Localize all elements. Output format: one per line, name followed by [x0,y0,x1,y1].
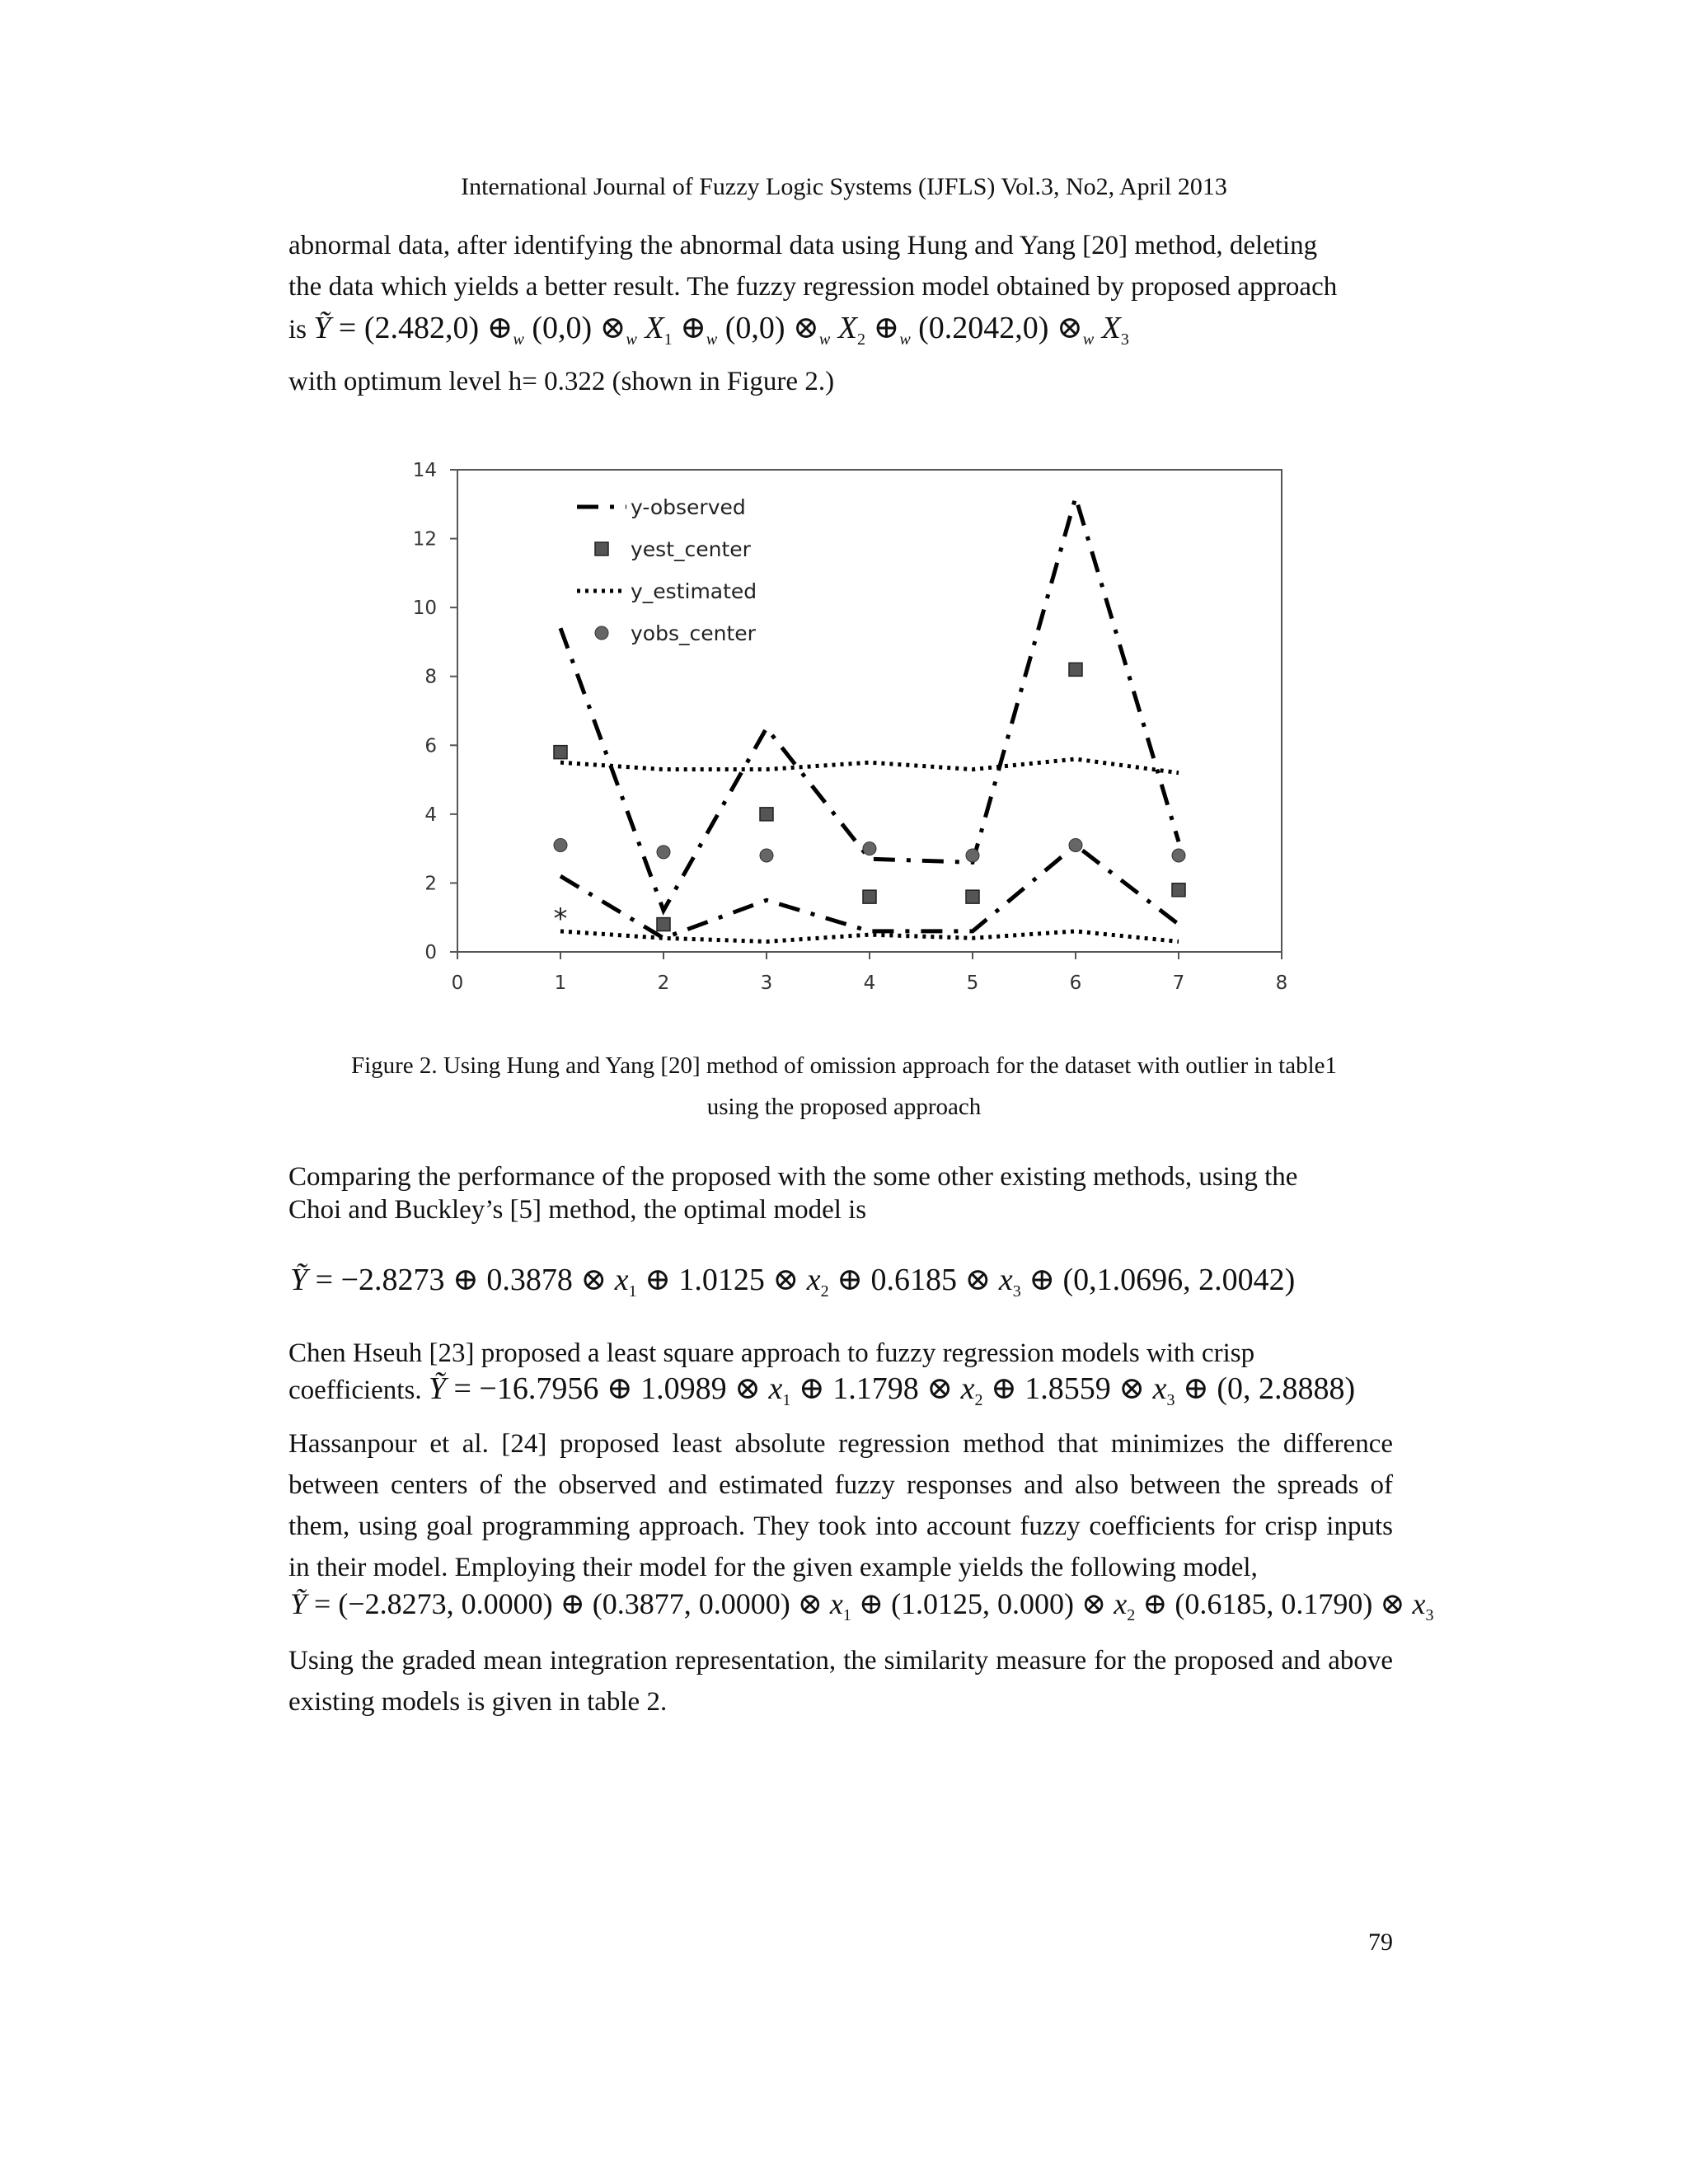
y-tick-label: 10 [412,598,437,620]
yobs_center-legend-marker [595,626,608,640]
x-tick-label: 4 [863,972,876,994]
figure-2-chart [387,449,1319,1026]
yest_center-point [1172,883,1185,897]
intro-line-1: abnormal data, after identifying the abnormal data using Hung and Yang [20] method, deleting [288,231,1318,260]
y_estimated-upper-line [560,759,1179,773]
yobs_center-legend-label: yobs_center [631,621,756,645]
model-equation-line [288,309,1129,349]
yobs_center-point [966,849,979,862]
yest_center-point [554,746,567,759]
chen-equation-line [288,1370,1355,1410]
yest_center-point [1069,663,1082,676]
compare-line-1: Comparing the performance of the proposed with the some other existing methods, using the [288,1162,1298,1192]
intro-is-prefix: is [288,315,307,344]
series-points [554,663,1186,935]
y-tick-label: 8 [424,666,437,688]
y-observed-legend-label: y-observed [631,495,746,519]
yest_center-point [657,918,670,931]
series-lines [560,497,1179,941]
hassanpour-equation: Ỹ = (−2.8273, 0.0000) ⊕ (0.3877, 0.0000) ⊗ $x_1$ ⊕ (1.0125, 0.000) ⊗ $x_2$ ⊕ (0.6185, 0.1790) ⊗ $x_3$ [290,1587,1434,1624]
x-tick-label: 2 [657,972,670,994]
yobs_center-point [657,846,670,859]
yobs_center-point [1069,838,1082,851]
axis-ticks [413,460,1288,994]
x-tick-label: 5 [966,972,979,994]
proposed-model-equation: Ỹ = (2.482,0) $\oplus_w$ (0,0) $\otimes_w$ $X_1$ $\oplus_w$ (0,0) $\otimes_w$ $X_2$ $\oplus_w$ (0.2042,0) $\otimes_w$ $X_3$ [313,311,1129,349]
yest_center-point [863,890,876,903]
outlier-star-marker: * [553,902,568,936]
compare-line-2: Choi and Buckley’s [5] method, the optimal model is [288,1195,867,1225]
y-tick-label: 14 [412,460,437,481]
choi-buckley-equation: Ỹ = −2.8273 ⊕ 0.3878 ⊗ $x_1$ ⊕ 1.0125 ⊗ $x_2$ ⊕ 0.6185 ⊗ $x_3$ ⊕ (0,1.0696, 2.0042) [290,1263,1296,1301]
yest_center-legend-marker [595,542,608,555]
yobs_center-point [1172,849,1185,862]
yobs_center-point [554,838,567,851]
yest_center-point [966,890,979,903]
x-tick-label: 0 [451,972,464,994]
yest_center-legend-label: yest_center [631,537,751,561]
chen-equation: Ỹ = −16.7956 ⊕ 1.0989 ⊗ $x_1$ ⊕ 1.1798 ⊗ $x_2$ ⊕ 1.8559 ⊗ $x_3$ ⊕ (0, 2.8888) [428,1371,1356,1409]
x-tick-label: 3 [760,972,773,994]
x-tick-label: 6 [1069,972,1082,994]
closing-paragraph: Using the graded mean integration representation, the similarity measure for the proposed and above existing models is given in table 2. [288,1646,1393,1717]
chen-paragraph: Chen Hseuh [23] proposed a least square approach to fuzzy regression models with crisp [288,1338,1255,1368]
hassanpour-paragraph: Hassanpour et al. [24] proposed least absolute regression method that minimizes the difference between centers of the observed and estimated fuzzy responses and also between the spreads of them, using goal programming approach. They took into account fuzzy coefficients for crisp inputs in their model. Employing their model for the given example yields the following model, [288,1429,1393,1582]
y-tick-label: 6 [424,735,437,757]
intro-line-2: the data which yields a better result. The fuzzy regression model obtained by proposed approach [288,272,1338,302]
y-tick-label: 12 [412,528,437,551]
yobs_center-point [863,842,876,855]
running-header: International Journal of Fuzzy Logic Systems (IJFLS) Vol.3, No2, April 2013 [461,173,1227,200]
yest_center-point [760,808,773,821]
x-tick-label: 1 [554,972,567,994]
yobs_center-point [760,849,773,862]
figure-caption-line-2: using the proposed approach [706,1094,982,1120]
y-tick-label: 4 [424,804,437,826]
y-tick-label: 0 [424,942,437,963]
intro-line-4: with optimum level h= 0.322 (shown in Figure 2.) [288,367,835,396]
plot-frame [457,470,1282,952]
x-tick-label: 7 [1172,972,1185,994]
page-number: 79 [1368,1929,1393,1956]
chen-prefix: coefficients. [288,1376,422,1405]
legend [577,495,757,645]
x-tick-label: 8 [1275,972,1288,994]
y_estimated-legend-label: y_estimated [631,579,757,603]
y-tick-label: 2 [424,873,437,895]
figure-caption-line-1: Figure 2. Using Hung and Yang [20] method of omission approach for the dataset with outlier in table1 [350,1052,1338,1079]
